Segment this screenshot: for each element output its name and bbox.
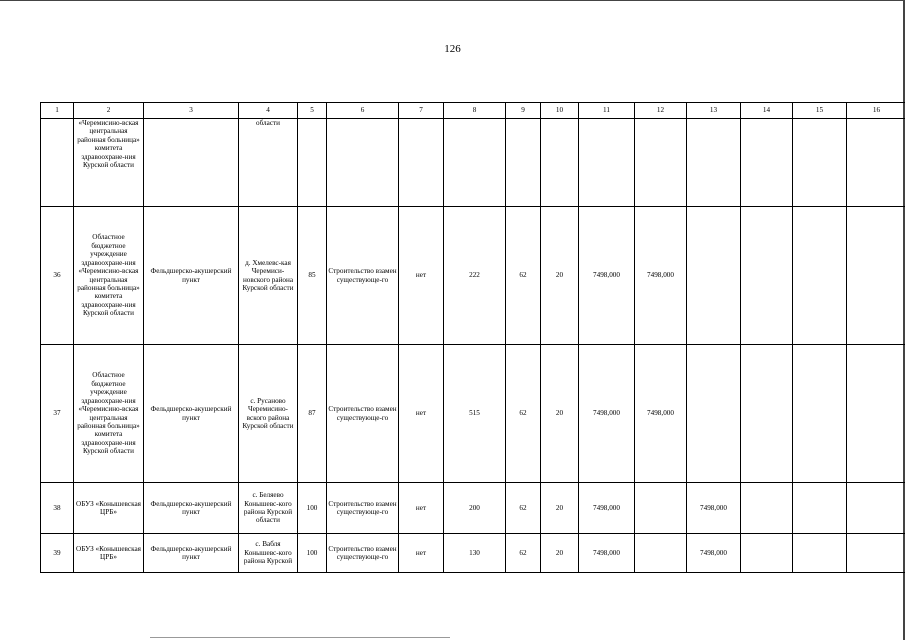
col12-cell <box>635 534 687 573</box>
facility-cell: Фельдшерско-акушерский пункт <box>144 207 239 345</box>
table-row <box>41 534 905 573</box>
header-cell: 4 <box>239 103 298 119</box>
col12-cell <box>635 483 687 534</box>
scan-edge-top <box>0 0 905 1</box>
header-cell: 10 <box>541 103 579 119</box>
col12-cell: 7498,000 <box>635 345 687 483</box>
data-table <box>40 102 905 573</box>
continuation-row <box>41 119 905 207</box>
address-cell: с. Беляево Конышевс-кого района Курской области <box>239 483 298 534</box>
col15-cell <box>793 207 847 345</box>
num-cell: 37 <box>41 345 74 483</box>
facility-cell: Фельдшерско-акушерский пункт <box>144 534 239 573</box>
col16-cell <box>847 207 905 345</box>
col16-cell <box>847 483 905 534</box>
num-cell: 36 <box>41 207 74 345</box>
num-cell: 39 <box>41 534 74 573</box>
col16-cell <box>847 534 905 573</box>
col7-cell: нет <box>399 345 444 483</box>
col7-cell: нет <box>399 534 444 573</box>
col11-cell: 7498,000 <box>579 345 635 483</box>
col14-cell <box>741 207 793 345</box>
org-cell: ОБУЗ «Конышевская ЦРБ» <box>74 483 144 534</box>
org-cell: Областное бюджетное учреждение здравоохране-ния «Черемисино-вская центральная районная больница» комитета здравоохране-ния Курской области <box>74 207 144 345</box>
address-cell: области <box>239 119 298 207</box>
col7-cell: нет <box>399 483 444 534</box>
header-cell: 6 <box>327 103 399 119</box>
address-cell: д. Хмелевс-кая Черемиси-новского района Курской области <box>239 207 298 345</box>
page-number: 126 <box>444 43 461 55</box>
col9-cell: 62 <box>506 483 541 534</box>
header-cell: 8 <box>444 103 506 119</box>
facility-cell: Фельдшерско-акушерский пункт <box>144 345 239 483</box>
address-cell: с. Вабля Конышевс-кого района Курской <box>239 534 298 573</box>
header-cell: 1 <box>41 103 74 119</box>
col5-cell: 87 <box>298 345 327 483</box>
num-cell: 38 <box>41 483 74 534</box>
header-cell: 12 <box>635 103 687 119</box>
work-cell: Строительство взамен существующе-го <box>327 534 399 573</box>
org-cell: «Черемисино-вская центральная районная больница» комитета здравоохране-ния Курской области <box>74 119 144 207</box>
header-cell: 14 <box>741 103 793 119</box>
scan-edge-bottom <box>150 637 450 638</box>
table-row <box>41 483 905 534</box>
table-row <box>41 207 905 345</box>
work-cell: Строительство взамен существующе-го <box>327 345 399 483</box>
facility-cell: Фельдшерско-акушерский пункт <box>144 483 239 534</box>
header-cell: 2 <box>74 103 144 119</box>
org-cell: Областное бюджетное учреждение здравоохране-ния «Черемисино-вская центральная районная больница» комитета здравоохране-ния Курской области <box>74 345 144 483</box>
col8-cell: 200 <box>444 483 506 534</box>
col13-cell: 7498,000 <box>687 483 741 534</box>
header-cell: 9 <box>506 103 541 119</box>
col10-cell: 20 <box>541 483 579 534</box>
col14-cell <box>741 345 793 483</box>
facility-cell <box>144 119 239 207</box>
col12-cell: 7498,000 <box>635 207 687 345</box>
num-cell <box>41 119 74 207</box>
header-cell: 7 <box>399 103 444 119</box>
col11-cell: 7498,000 <box>579 207 635 345</box>
col8-cell: 515 <box>444 345 506 483</box>
col13-cell <box>687 207 741 345</box>
col8-cell: 222 <box>444 207 506 345</box>
col15-cell <box>793 345 847 483</box>
col8-cell: 130 <box>444 534 506 573</box>
header-row <box>41 103 905 119</box>
table-row <box>41 345 905 483</box>
col11-cell: 7498,000 <box>579 534 635 573</box>
col14-cell <box>741 483 793 534</box>
work-cell: Строительство взамен существующе-го <box>327 483 399 534</box>
col9-cell: 62 <box>506 534 541 573</box>
col5-cell: 100 <box>298 534 327 573</box>
org-cell: ОБУЗ «Конышевская ЦРБ» <box>74 534 144 573</box>
col10-cell: 20 <box>541 534 579 573</box>
header-cell: 11 <box>579 103 635 119</box>
work-cell: Строительство взамен существующе-го <box>327 207 399 345</box>
col13-cell: 7498,000 <box>687 534 741 573</box>
col13-cell <box>687 345 741 483</box>
header-cell: 3 <box>144 103 239 119</box>
col9-cell: 62 <box>506 207 541 345</box>
col16-cell <box>847 345 905 483</box>
header-cell: 13 <box>687 103 741 119</box>
header-cell: 16 <box>847 103 905 119</box>
address-cell: с. Русаново Черемисино-вского района Курской области <box>239 345 298 483</box>
col10-cell: 20 <box>541 207 579 345</box>
header-cell: 15 <box>793 103 847 119</box>
col15-cell <box>793 483 847 534</box>
col14-cell <box>741 534 793 573</box>
col5-cell: 100 <box>298 483 327 534</box>
col9-cell: 62 <box>506 345 541 483</box>
col5-cell: 85 <box>298 207 327 345</box>
col15-cell <box>793 534 847 573</box>
col7-cell: нет <box>399 207 444 345</box>
col10-cell: 20 <box>541 345 579 483</box>
header-cell: 5 <box>298 103 327 119</box>
col11-cell: 7498,000 <box>579 483 635 534</box>
